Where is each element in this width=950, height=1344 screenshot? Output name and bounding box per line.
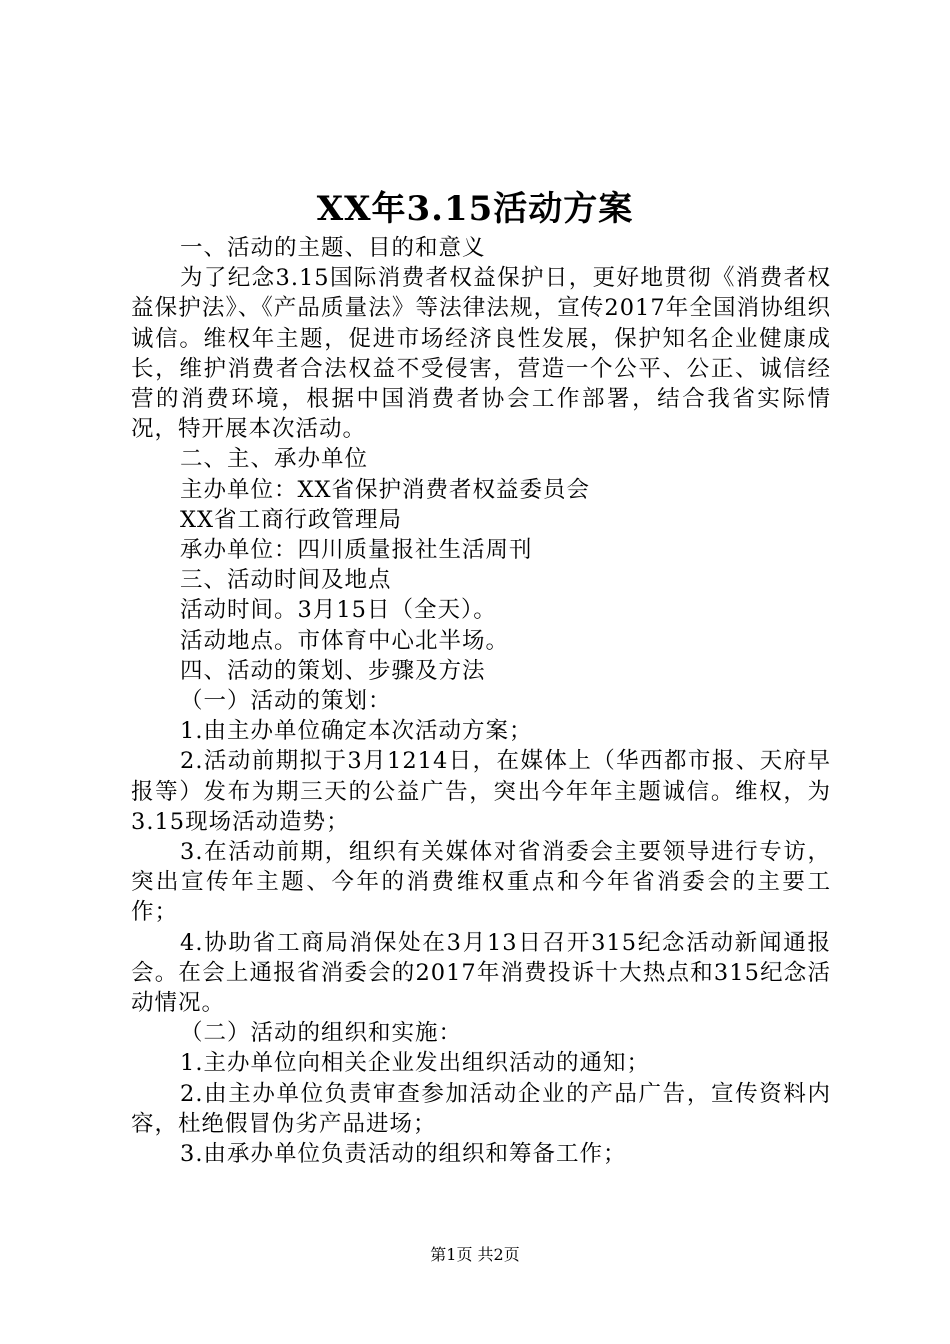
page-footer: 第1页 共2页: [430, 1245, 520, 1264]
co-organizer-line: 承办单位：四川质量报社生活周刊: [180, 537, 533, 564]
list-item: 3.由承办单位负责活动的组织和筹备工作；: [180, 1141, 627, 1168]
activity-location-line: 活动地点。市体育中心北半场。: [180, 627, 510, 654]
paragraph-purpose: 为了纪念3.15国际消费者权益保护日，更好地贯彻《消费者权益保护法》、《产品质量法》等法律法规，宣传2017年全国消协组织诚信。维权年主题，促进市场经济良性发展，保护知名企业健康成长，维护消费者合法权益不受侵害，营造一个公平、公正、诚信经营的消费环境，根据中国消费者协会工作部署，结合我省实际情况，特开展本次活动。: [131, 265, 831, 443]
list-item: 3.在活动前期，组织有关媒体对省消委会主要领导进行专访，突出宣传年主题、今年的消费维权重点和今年省消委会的主要工作；: [131, 839, 831, 926]
organizer-line: 主办单位：XX省保护消费者权益委员会: [180, 476, 591, 503]
section-heading-4: 四、活动的策划、步骤及方法: [180, 657, 486, 684]
section-heading-2: 二、主、承办单位: [180, 446, 369, 473]
subsection-heading-1: （一）活动的策划：: [180, 688, 392, 715]
list-item: 2.活动前期拟于3月1214日，在媒体上（华西都市报、天府早报等）发布为期三天的公益广告，突出今年年主题诚信。维权，为3.15现场活动造势；: [131, 748, 831, 835]
section-heading-1: 一、活动的主题、目的和意义: [180, 235, 486, 261]
list-item: 1.由主办单位确定本次活动方案；: [180, 718, 533, 745]
list-item: 2.由主办单位负责审查参加活动企业的产品广告，宣传资料内容，杜绝假冒伪劣产品进场；: [131, 1080, 831, 1137]
document-body: [131, 233, 831, 1169]
list-item: 4.协助省工商局消保处在3月13日召开315纪念活动新闻通报会。在会上通报省消委会的2017年消费投诉十大热点和315纪念活动情况。: [131, 929, 831, 1017]
organizer-line-2: XX省工商行政管理局: [180, 506, 403, 533]
activity-time-line: 活动时间。3月15日（全天）。: [180, 597, 497, 624]
document-title: XX年3.15活动方案: [316, 189, 634, 229]
subsection-heading-2: （二）活动的组织和实施：: [180, 1020, 463, 1047]
section-heading-3: 三、活动时间及地点: [180, 567, 392, 594]
list-item: 1.主办单位向相关企业发出组织活动的通知；: [180, 1050, 650, 1077]
